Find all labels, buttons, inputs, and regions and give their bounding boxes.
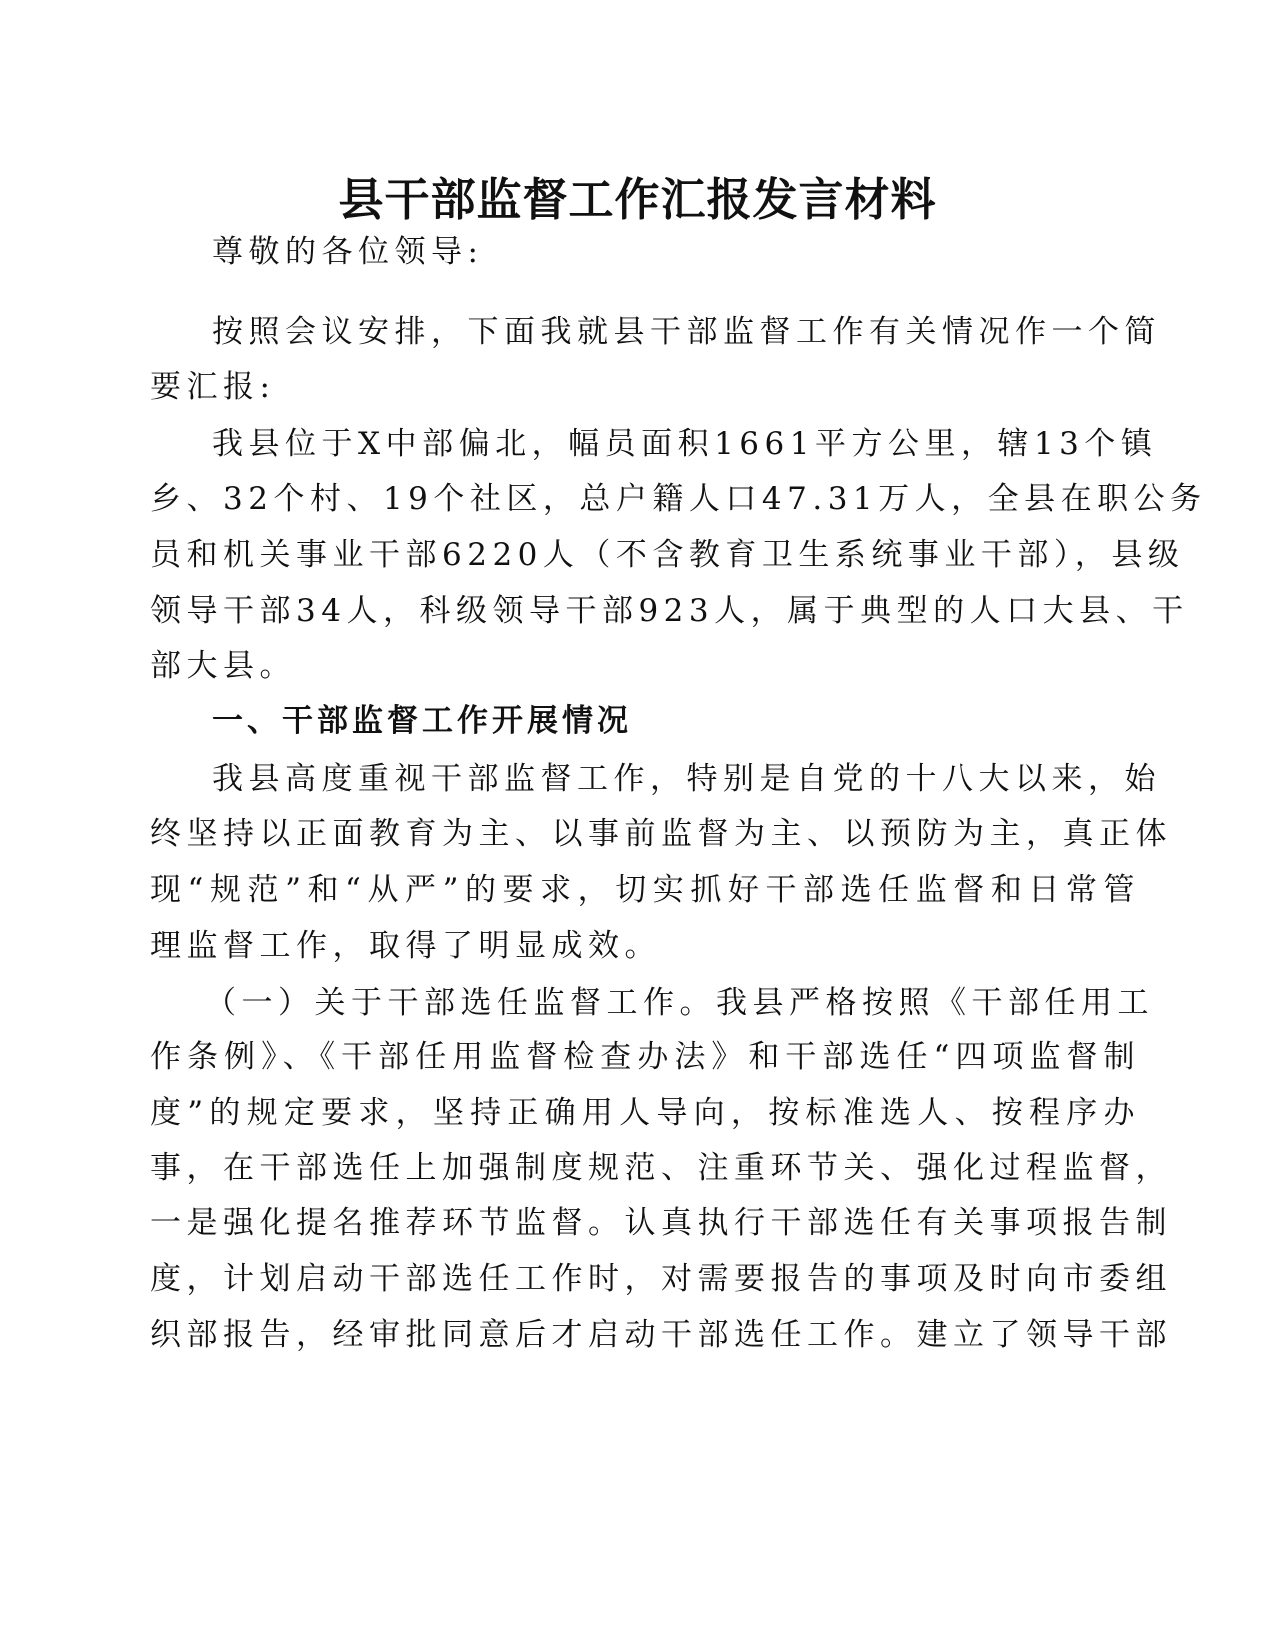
paragraph-line: 要汇报: [150,369,276,405]
paragraph-line: 我县高度重视干部监督工作，特别是自党的十八大以来，始 [212,761,1161,797]
paragraph-line: 现“规范”和“从严”的要求，切实抓好干部选任监督和日常管 [150,872,1140,908]
salutation: 尊敬的各位领导: [212,234,484,270]
paragraph-line: 部大县。 [150,648,296,684]
paragraph-line: 理监督工作，取得了明显成效。 [150,928,661,964]
paragraph-line: 领导干部34人，科级领导干部923人，属于典型的人口大县、干 [150,593,1189,629]
paragraph-line: 终坚持以正面教育为主、以事前监督为主、以预防为主，真正体 [150,816,1172,852]
paragraph-line: 按照会议安排，下面我就县干部监督工作有关情况作一个简 [212,314,1161,350]
paragraph-line: （一）关于干部选任监督工作。我县严格按照《干部任用工 [205,985,1154,1021]
paragraph-line: 度，计划启动干部选任工作时，对需要报告的事项及时向市委组 [150,1261,1172,1297]
paragraph-line: 一是强化提名推荐环节监督。认真执行干部选任有关事项报告制 [150,1205,1172,1241]
paragraph-line: 事，在干部选任上加强制度规范、注重环节关、强化过程监督， [150,1150,1172,1186]
paragraph-line: 织部报告，经审批同意后才启动干部选任工作。建立了领导干部 [150,1317,1172,1353]
paragraph-line: 乡、32个村、19个社区，总户籍人口47.31万人，全县在职公务 [150,481,1207,517]
document-title: 县干部监督工作汇报发言材料 [338,173,937,226]
paragraph-line: 作条例》、《干部任用监督检查办法》和干部选任“四项监督制 [150,1039,1140,1075]
paragraph-line: 员和机关事业干部6220人（不含教育卫生系统事业干部），县级 [150,537,1185,573]
paragraph-line: 我县位于X中部偏北，幅员面积1661平方公里，辖13个镇 [212,426,1158,462]
section-heading: 一、干部监督工作开展情况 [212,703,632,739]
paragraph-line: 度”的规定要求，坚持正确用人导向，按标准选人、按程序办 [150,1095,1140,1131]
